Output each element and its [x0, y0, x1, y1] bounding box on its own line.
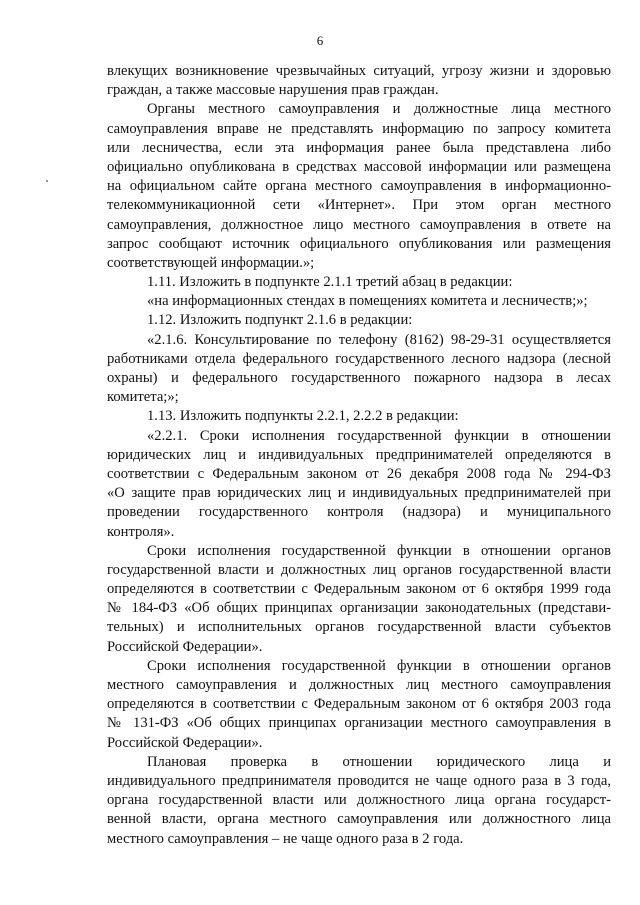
- text-line: Российской Федерации».: [107, 638, 263, 655]
- text-line: соответствующей информации.»;: [107, 254, 315, 271]
- text-line: венной власти, органа местного самоуправления или должностного лица: [107, 811, 611, 828]
- text-line: соответствии с Федеральным законом от 26 декабря 2008 года № 294-ФЗ: [107, 465, 611, 482]
- text-line: или лесничества, если эта информация ранее была представлена либо: [107, 139, 611, 156]
- text-line: Сроки исполнения государственной функции в отношении органов: [147, 657, 611, 674]
- text-line: телекоммуникационной сети «Интернет». При этом орган местного: [107, 197, 611, 214]
- text-line: «О защите прав юридических лиц и индивидуальных предпринимателей при: [107, 485, 611, 502]
- scan-speck: [46, 180, 48, 182]
- text-line: «на информационных стендах в помещениях комитета и лесничеств;»;: [147, 293, 588, 310]
- text-line: № 131-ФЗ «Об общих принципах организации местного самоуправления в: [107, 715, 611, 732]
- text-line: 1.11. Изложить в подпункте 2.1.1 третий абзац в редакции:: [147, 274, 513, 291]
- text-line: Плановая проверка в отношении юридического лица и: [147, 753, 611, 770]
- text-line: № 184-ФЗ «Об общих принципах организации законодательных (представи-: [107, 600, 611, 617]
- text-line: охраны) и федерального государственного пожарного надзора в лесах: [107, 370, 611, 386]
- document-body: [107, 62, 611, 849]
- text-line: индивидуального предпринимателя проводится не чаще одного раза в 3 года,: [107, 772, 611, 789]
- text-line: контроля».: [107, 523, 175, 540]
- text-line: органа государственной власти или должностного лица органа государст-: [107, 792, 611, 809]
- page-number: 6: [316, 33, 324, 48]
- text-line: «2.2.1. Сроки исполнения государственной функции в отношении: [147, 427, 611, 444]
- text-line: комитета;»;: [107, 389, 179, 406]
- text-line: на официальном сайте органа местного самоуправления в информационно-: [107, 178, 611, 195]
- text-line: граждан, а также массовые нарушения прав граждан.: [107, 82, 439, 99]
- text-line: влекущих возникновение чрезвычайных ситуаций, угрозу жизни и здоровью: [107, 63, 611, 79]
- text-line: запрос сообщают источник официального опубликования или размещения: [107, 235, 611, 252]
- text-line: проведении государственного контроля (надзора) и муниципального: [107, 504, 611, 521]
- text-line: государственной власти и должностных лиц органов государственной власти: [107, 561, 611, 578]
- text-line: самоуправления вправе не представлять информацию по запросу комитета: [107, 120, 611, 137]
- text-line: самоуправления, должностное лицо местного самоуправления в ответе на: [107, 216, 611, 233]
- text-line: тельных) и исполнительных органов государственной власти субъектов: [107, 619, 611, 636]
- text-line: официально опубликована в средствах массовой информации или размещена: [107, 158, 611, 175]
- text-line: 1.12. Изложить подпункт 2.1.6 в редакции:: [147, 312, 413, 329]
- text-line: 1.13. Изложить подпункты 2.2.1, 2.2.2 в редакции:: [147, 408, 459, 425]
- text-line: Сроки исполнения государственной функции в отношении органов: [147, 542, 611, 559]
- text-line: юридических лиц и индивидуальных предпринимателей определяются в: [107, 446, 611, 463]
- text-line: определяются в соответствии с Федеральным законом от 6 октября 2003 года: [107, 696, 611, 713]
- text-line: Российской Федерации».: [107, 734, 263, 751]
- text-line: местного самоуправления и должностных лиц местного самоуправления: [107, 677, 611, 693]
- text-line: Органы местного самоуправления и должностные лица местного: [147, 101, 611, 118]
- text-line: работниками отдела федерального государственного лесного надзора (лесной: [107, 350, 611, 367]
- text-line: «2.1.6. Консультирование по телефону (8162) 98-29-31 осуществляется: [147, 331, 611, 348]
- text-line: определяются в соответствии с Федеральным законом от 6 октября 1999 года: [107, 581, 611, 598]
- text-line: местного самоуправления – не чаще одного раза в 2 года.: [107, 830, 464, 847]
